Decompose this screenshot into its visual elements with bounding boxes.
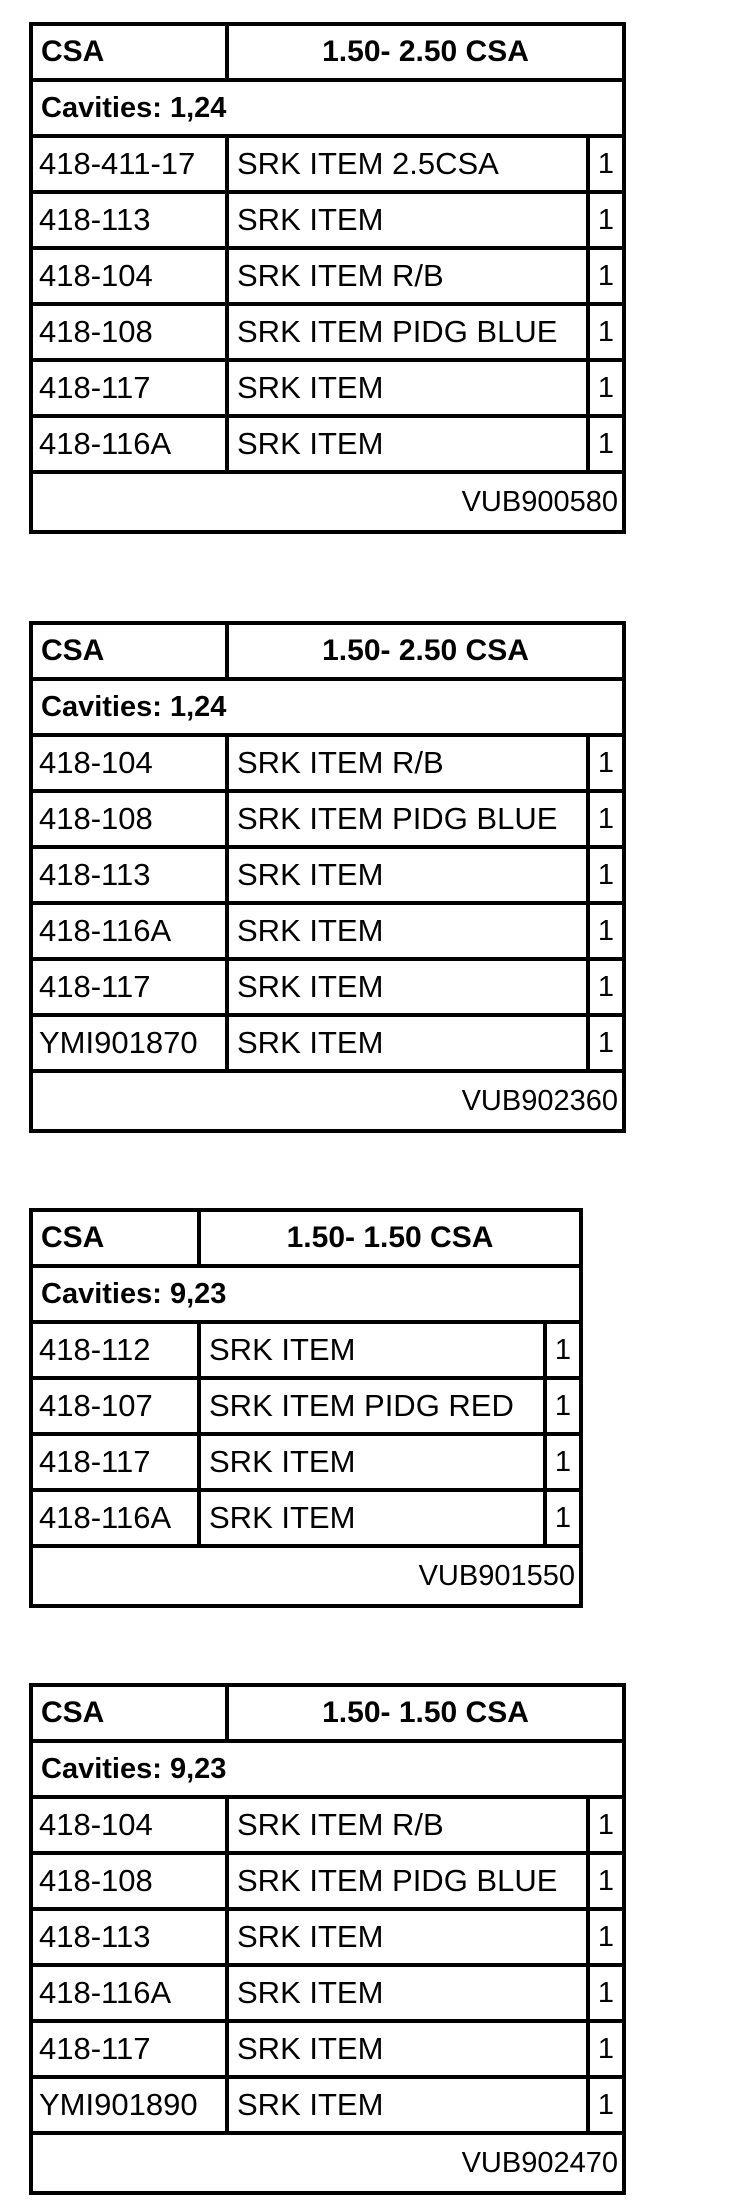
item-quantity: 1	[597, 1976, 615, 2009]
part-number: 418-117	[33, 362, 229, 414]
cavities-row	[33, 1268, 579, 1324]
table-row	[33, 961, 622, 1017]
header-range: 1.50- 2.50 CSA	[322, 634, 529, 667]
table-row	[33, 1855, 622, 1911]
part-number: 418-112	[33, 1324, 201, 1376]
footer-row	[33, 474, 622, 530]
table-row	[33, 1324, 579, 1380]
item-quantity: 1	[597, 1864, 615, 1897]
item-quantity: 1	[597, 371, 615, 404]
table-row	[33, 2079, 622, 2135]
item-description: SRK ITEM	[201, 1324, 547, 1376]
item-quantity: 1	[597, 746, 615, 779]
table-row	[33, 362, 622, 418]
part-number: 418-113	[33, 849, 229, 901]
table-header	[33, 26, 622, 82]
wire-table-4	[29, 1683, 626, 2195]
wire-table-3	[29, 1208, 583, 1608]
table-row	[33, 250, 622, 306]
item-quantity: 1	[597, 1920, 615, 1953]
item-quantity: 1	[597, 203, 615, 236]
table-row	[33, 1911, 622, 1967]
item-quantity: 1	[554, 1389, 572, 1422]
item-description: SRK ITEM	[229, 1911, 590, 1963]
table-row	[33, 138, 622, 194]
footer-code: VUB900580	[461, 485, 618, 518]
header-range: 1.50- 1.50 CSA	[286, 1221, 494, 1254]
part-number: 418-108	[33, 793, 229, 845]
header-label: CSA	[33, 26, 229, 78]
footer-row	[33, 1073, 622, 1129]
item-description: SRK ITEM	[229, 418, 590, 470]
item-description: SRK ITEM	[229, 1017, 590, 1069]
item-description: SRK ITEM 2.5CSA	[229, 138, 590, 190]
table-row	[33, 1967, 622, 2023]
item-quantity: 1	[597, 2088, 615, 2121]
item-quantity: 1	[597, 1808, 615, 1841]
header-range: 1.50- 1.50 CSA	[322, 1696, 529, 1729]
table-row	[33, 1436, 579, 1492]
cavities-label: Cavities: 9,23	[41, 1752, 227, 1785]
table-header	[33, 1212, 579, 1268]
footer-code: VUB901550	[418, 1559, 575, 1592]
item-description: SRK ITEM	[201, 1436, 547, 1488]
item-description: SRK ITEM	[201, 1492, 547, 1544]
part-number: 418-116A	[33, 905, 229, 957]
table-header	[33, 625, 622, 681]
part-number: 418-113	[33, 194, 229, 246]
item-description: SRK ITEM	[229, 2023, 590, 2075]
part-number: 418-117	[33, 961, 229, 1013]
wire-table-2	[29, 621, 626, 1133]
cavities-label: Cavities: 1,24	[41, 91, 227, 124]
table-row	[33, 1799, 622, 1855]
part-number: 418-117	[33, 2023, 229, 2075]
item-description: SRK ITEM PIDG BLUE	[229, 1855, 590, 1907]
header-label: CSA	[33, 1687, 229, 1739]
item-quantity: 1	[597, 802, 615, 835]
part-number: 418-107	[33, 1380, 201, 1432]
part-number: 418-116A	[33, 1492, 201, 1544]
table-row	[33, 905, 622, 961]
footer-row	[33, 1548, 579, 1604]
table-row	[33, 1380, 579, 1436]
item-quantity: 1	[554, 1501, 572, 1534]
table-row	[33, 418, 622, 474]
item-description: SRK ITEM	[229, 2079, 590, 2131]
item-description: SRK ITEM PIDG BLUE	[229, 306, 590, 358]
item-quantity: 1	[597, 259, 615, 292]
part-number: 418-108	[33, 1855, 229, 1907]
item-quantity: 1	[597, 147, 615, 180]
item-description: SRK ITEM	[229, 1967, 590, 2019]
item-description: SRK ITEM	[229, 362, 590, 414]
item-quantity: 1	[597, 427, 615, 460]
header-range: 1.50- 2.50 CSA	[322, 35, 529, 68]
cavities-row	[33, 1743, 622, 1799]
item-quantity: 1	[597, 2032, 615, 2065]
table-row	[33, 1017, 622, 1073]
table-header	[33, 1687, 622, 1743]
table-row	[33, 793, 622, 849]
part-number: 418-108	[33, 306, 229, 358]
table-row	[33, 737, 622, 793]
part-number: YMI901890	[33, 2079, 229, 2131]
cavities-label: Cavities: 9,23	[41, 1277, 227, 1310]
footer-row	[33, 2135, 622, 2191]
item-description: SRK ITEM	[229, 849, 590, 901]
part-number: 418-113	[33, 1911, 229, 1963]
item-description: SRK ITEM R/B	[229, 1799, 590, 1851]
wire-table-1	[29, 22, 626, 534]
item-description: SRK ITEM R/B	[229, 250, 590, 302]
cavities-label: Cavities: 1,24	[41, 690, 227, 723]
part-number: 418-411-17	[33, 138, 229, 190]
cavities-row	[33, 82, 622, 138]
item-description: SRK ITEM PIDG RED	[201, 1380, 547, 1432]
table-row	[33, 306, 622, 362]
item-quantity: 1	[554, 1333, 572, 1366]
item-description: SRK ITEM	[229, 905, 590, 957]
item-description: SRK ITEM	[229, 194, 590, 246]
table-row	[33, 1492, 579, 1548]
item-description: SRK ITEM R/B	[229, 737, 590, 789]
item-quantity: 1	[554, 1445, 572, 1478]
item-quantity: 1	[597, 1026, 615, 1059]
part-number: 418-104	[33, 737, 229, 789]
item-quantity: 1	[597, 970, 615, 1003]
footer-code: VUB902360	[461, 1084, 618, 1117]
item-description: SRK ITEM	[229, 961, 590, 1013]
part-number: 418-116A	[33, 418, 229, 470]
part-number: 418-104	[33, 250, 229, 302]
table-row	[33, 194, 622, 250]
item-quantity: 1	[597, 858, 615, 891]
footer-code: VUB902470	[461, 2146, 618, 2179]
item-quantity: 1	[597, 914, 615, 947]
part-number: YMI901870	[33, 1017, 229, 1069]
table-row	[33, 849, 622, 905]
table-row	[33, 2023, 622, 2079]
part-number: 418-116A	[33, 1967, 229, 2019]
cavities-row	[33, 681, 622, 737]
item-description: SRK ITEM PIDG BLUE	[229, 793, 590, 845]
part-number: 418-104	[33, 1799, 229, 1851]
header-label: CSA	[33, 1212, 201, 1264]
item-quantity: 1	[597, 315, 615, 348]
part-number: 418-117	[33, 1436, 201, 1488]
header-label: CSA	[33, 625, 229, 677]
